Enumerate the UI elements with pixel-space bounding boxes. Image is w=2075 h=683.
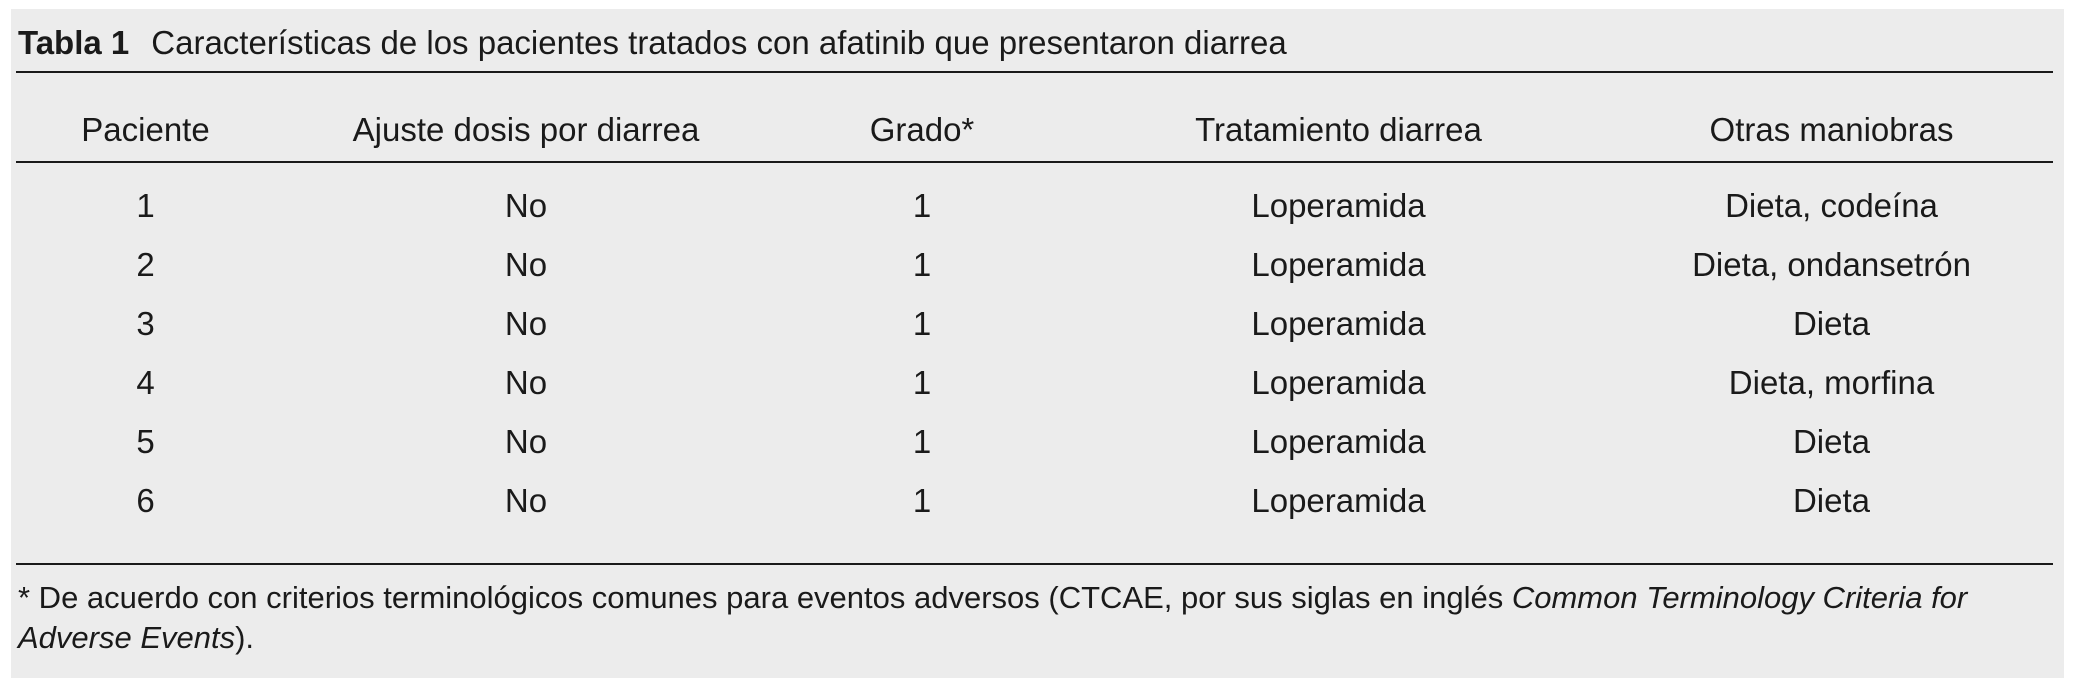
cell-maniobras: Dieta (1792, 481, 1871, 519)
header-row (16, 110, 2053, 162)
cell-ajuste: No (504, 245, 548, 283)
table-row (16, 353, 2053, 412)
cell-tratamiento: Loperamida (1251, 481, 1426, 519)
table-row (16, 412, 2053, 471)
cell-grado: 1 (912, 422, 932, 460)
table-title: Características de los pacientes tratados con afatinib que presentaron diarrea (151, 24, 1287, 61)
cell-grado: 1 (912, 481, 932, 519)
footnote-text: * De acuerdo con criterios terminológicos comunes para eventos adversos (CTCAE, por sus siglas en inglés (18, 580, 1512, 615)
bottom-rule (16, 563, 2053, 565)
cell-tratamiento: Loperamida (1251, 245, 1426, 283)
table-footnote (18, 578, 2048, 658)
footnote-italic: Common Terminology Criteria for Adverse Events (18, 580, 1968, 655)
cell-maniobras: Dieta, morfina (1728, 363, 1935, 401)
cell-maniobras: Dieta (1792, 304, 1871, 342)
header-tratamiento: Tratamiento diarrea (1195, 111, 1482, 148)
header-otras-maniobras: Otras maniobras (1709, 111, 1954, 148)
cell-ajuste: No (504, 363, 548, 401)
header-ajuste-dosis: Ajuste dosis por diarrea (352, 111, 700, 148)
patients-table (16, 110, 2053, 530)
top-rule (16, 71, 2053, 73)
cell-tratamiento: Loperamida (1251, 186, 1426, 224)
table-row (16, 235, 2053, 294)
footnote-end: ). (235, 620, 255, 655)
cell-ajuste: No (504, 481, 548, 519)
cell-grado: 1 (912, 363, 932, 401)
table-row (16, 471, 2053, 530)
cell-ajuste: No (504, 304, 548, 342)
cell-paciente: 1 (136, 186, 155, 224)
table-row (16, 294, 2053, 353)
cell-ajuste: No (504, 422, 548, 460)
table-caption (18, 22, 1287, 64)
cell-tratamiento: Loperamida (1251, 363, 1426, 401)
header-grado: Grado* (869, 111, 975, 148)
cell-maniobras: Dieta, codeína (1725, 186, 1938, 224)
cell-tratamiento: Loperamida (1251, 422, 1426, 460)
cell-tratamiento: Loperamida (1251, 304, 1426, 342)
cell-ajuste: No (504, 186, 548, 224)
table-label: Tabla 1 (18, 24, 130, 61)
cell-grado: 1 (912, 245, 932, 283)
table-row (16, 176, 2053, 235)
cell-grado: 1 (912, 186, 932, 224)
cell-paciente: 3 (136, 304, 155, 342)
header-paciente: Paciente (81, 111, 210, 148)
cell-paciente: 5 (136, 422, 155, 460)
cell-paciente: 4 (136, 363, 155, 401)
cell-paciente: 6 (136, 481, 155, 519)
cell-maniobras: Dieta (1792, 422, 1871, 460)
cell-grado: 1 (912, 304, 932, 342)
cell-paciente: 2 (136, 245, 155, 283)
cell-maniobras: Dieta, ondansetrón (1692, 245, 1971, 283)
